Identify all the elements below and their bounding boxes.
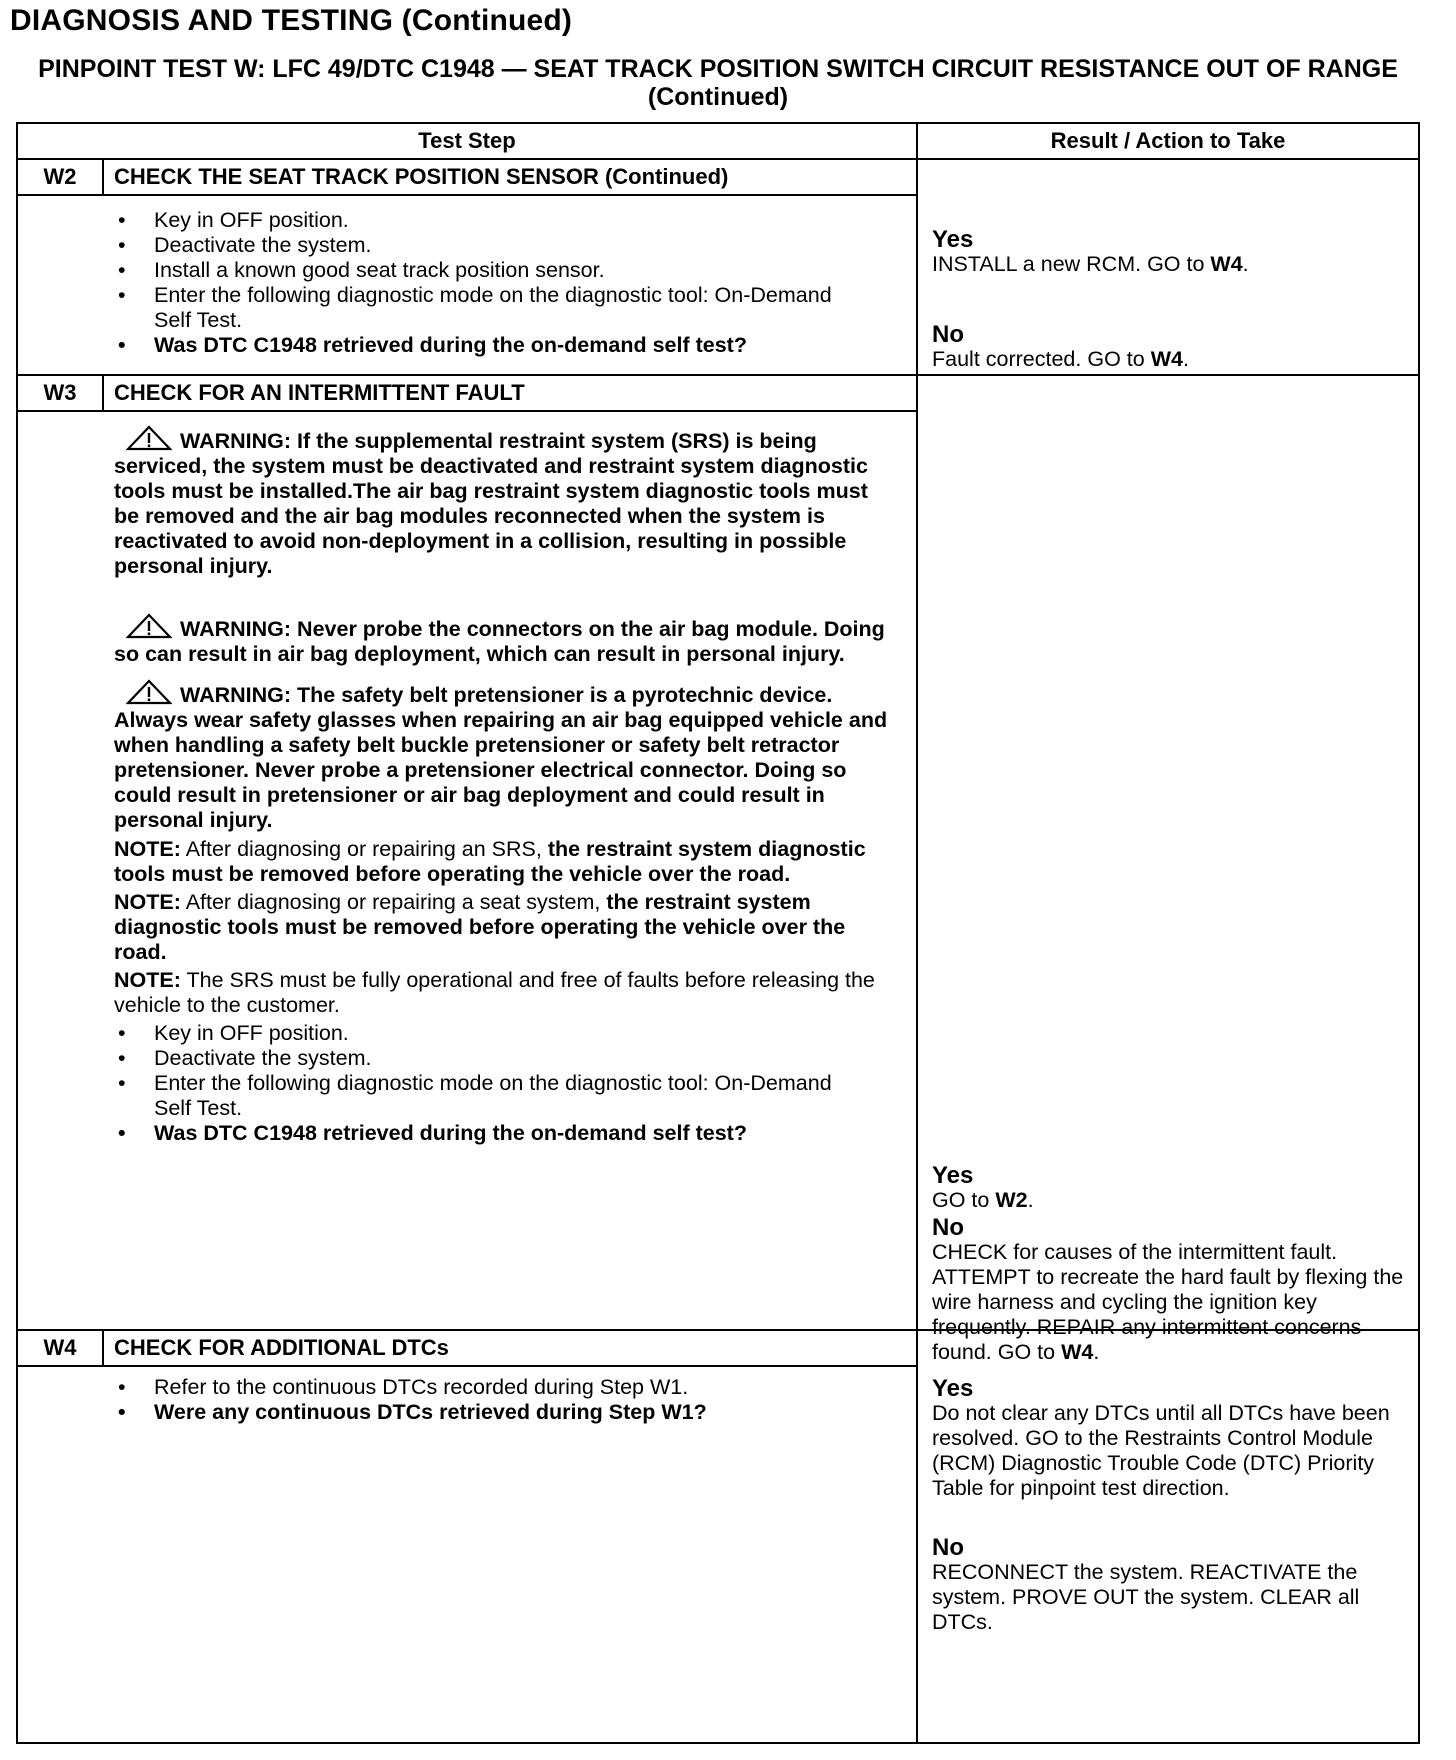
pinpoint-test-title: PINPOINT TEST W: LFC 49/DTC C1948 — SEAT TRACK POSITION SWITCH CIRCUIT RESISTANCE OUT OF RANGE (Continued) [38,55,1398,111]
warning-text: WARNING: Never probe the connectors on the air bag module. Doing so can result in air bag deployment, which can result in personal injury. [114,617,885,666]
warning-block [114,425,894,579]
yes-action: INSTALL a new RCM. GO to W4. [932,252,1249,276]
page-title: DIAGNOSIS AND TESTING (Continued) [10,4,573,37]
header-test-step: Test Step [418,128,516,153]
no-action: CHECK for causes of the intermittent fault. ATTEMPT to recreate the hard fault by flexing the wire harness and cycling the ignition key frequently. REPAIR any intermittent concerns found. GO to W4. [932,1240,1404,1364]
step-body-w4 [118,1375,898,1425]
warning-block [114,613,894,667]
goto-step-link: W2 [995,1188,1028,1212]
yes-label: Yes [932,226,974,253]
step-body-w2 [118,208,898,358]
no-action: RECONNECT the system. REACTIVATE the system. PROVE OUT the system. CLEAR all DTCs. [932,1560,1360,1634]
step-title-divider [18,410,916,412]
step-number-divider [102,158,104,194]
goto-step-link: W4 [1210,252,1243,276]
list-item: • Install a known good seat track position sensor. [118,258,898,283]
pinpoint-test-table [16,122,1420,1744]
no-label: No [932,321,964,348]
note-label: NOTE: [114,890,181,914]
result-w4-no [932,1536,1420,1635]
action-text: INSTALL a new RCM. GO to [932,252,1205,276]
step-title-w2: CHECK THE SEAT TRACK POSITION SENSOR (Continued) [114,164,729,189]
result-w3-yes [932,1164,1420,1213]
no-label: No [932,1534,964,1561]
step-title-w4: CHECK FOR ADDITIONAL DTCs [114,1335,449,1360]
list-item: • Enter the following diagnostic mode on the diagnostic tool: On-Demand Self Test. [118,283,898,333]
note-emphasis: the restraint system diagnostic tools must be removed before operating the vehicle over the road. [114,837,866,886]
list-item: • Enter the following diagnostic mode on the diagnostic tool: On-Demand Self Test. [118,1071,894,1121]
step-title-divider [18,194,916,196]
header-result-action: Result / Action to Take [1050,128,1286,153]
warning-triangle-icon [126,679,172,705]
yes-action: Do not clear any DTCs until all DTCs have been resolved. GO to the Restraints Control Module (RCM) Diagnostic Trouble Code (DTC) Priority Table for pinpoint test direction. [932,1401,1390,1500]
column-divider [916,124,918,1742]
goto-step-link: W4 [1061,1340,1094,1364]
step-number-divider [102,374,104,410]
warning-text: WARNING: The safety belt pretensioner is a pyrotechnic device. Always wear safety glasses when repairing an air bag equipped vehicle and when handling a safety belt buckle pretensioner or safety belt retractor pretensioner. Never probe a pretensioner electrical connector. Doing so could result in pretensioner or air bag deployment and could result in personal injury. [114,683,888,832]
note-block [114,837,894,887]
list-item: • Refer to the continuous DTCs recorded during Step W1. [118,1375,898,1400]
result-w2-no [932,323,1420,372]
step-title-divider [18,1365,916,1367]
note-text: After diagnosing or repairing an SRS, [185,837,542,861]
note-label: NOTE: [114,837,181,861]
list-item: • Deactivate the system. [118,233,898,258]
action-text: CHECK for causes of the intermittent fault. ATTEMPT to recreate the hard fault by flexing the wire harness and cycling the ignition key frequently. REPAIR any intermittent concerns found. GO to [932,1240,1404,1364]
no-action: Fault corrected. GO to W4. [932,347,1189,371]
bullet-list [118,208,898,358]
list-item: • Key in OFF position. [118,208,898,233]
goto-step-link: W4 [1150,347,1183,371]
warning-triangle-icon [126,613,172,639]
action-text: Fault corrected. GO to [932,347,1145,371]
step-number-w3: W3 [43,380,77,405]
bullet-list [118,1021,894,1146]
list-item-question: • Were any continuous DTCs retrieved during Step W1? [118,1400,898,1425]
note-text: After diagnosing or repairing a seat system, [185,890,601,914]
step-number-w2: W2 [43,164,77,189]
warning-triangle-icon [126,425,172,451]
list-item: • Key in OFF position. [118,1021,894,1046]
list-item-question: • Was DTC C1948 retrieved during the on-demand self test? [118,333,898,358]
result-w2-yes [932,228,1420,277]
step-body-w3 [114,425,894,1146]
bullet-list [118,1375,898,1425]
step-number-w4: W4 [43,1335,77,1360]
warning-text: WARNING: If the supplemental restraint system (SRS) is being serviced, the system must be deactivated and restraint system diagnostic tools must be installed.The air bag restraint system diagnostic tools must be removed and the air bag modules reconnected when the system is reactivated to avoid non-deployment in a collision, resulting in possible personal injury. [114,429,868,578]
yes-label: Yes [932,1375,974,1402]
list-item: • Deactivate the system. [118,1046,894,1071]
action-text: GO to [932,1188,990,1212]
note-emphasis: the restraint system diagnostic tools must be removed before operating the vehicle over the road. [114,890,846,964]
yes-action: GO to W2. [932,1188,1034,1212]
note-label: NOTE: [114,968,181,992]
list-item-question: • Was DTC C1948 retrieved during the on-demand self test? [118,1121,894,1146]
result-w3-no [932,1216,1420,1365]
note-block [114,968,894,1018]
result-w4-yes [932,1377,1420,1501]
yes-label: Yes [932,1162,974,1189]
no-label: No [932,1214,964,1241]
warning-block [114,679,894,833]
step-number-divider [102,1329,104,1365]
step-title-w3: CHECK FOR AN INTERMITTENT FAULT [114,380,525,405]
note-block [114,890,894,965]
note-text: The SRS must be fully operational and free of faults before releasing the vehicle to the customer. [114,968,875,1017]
